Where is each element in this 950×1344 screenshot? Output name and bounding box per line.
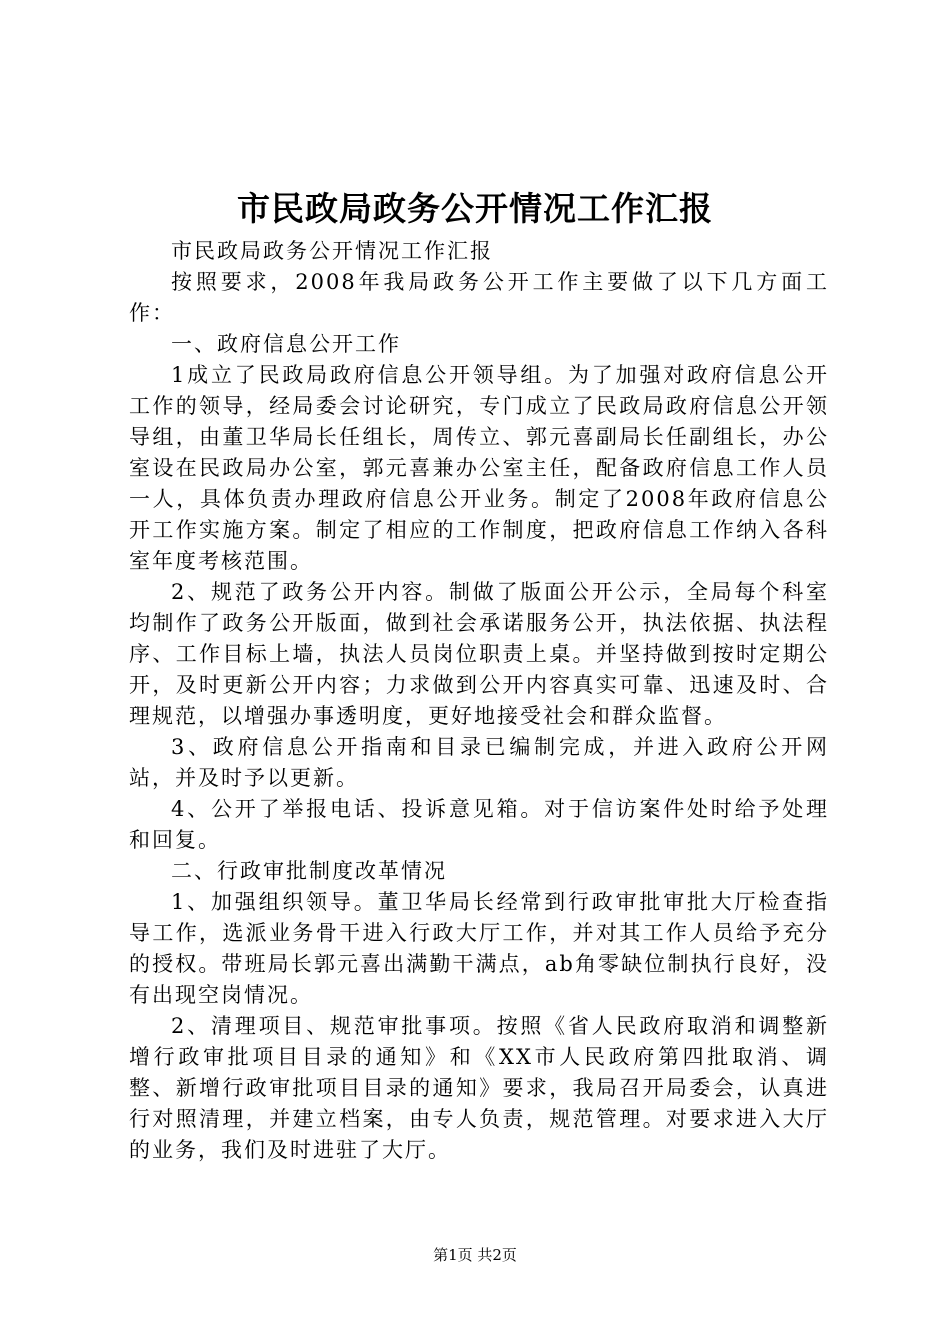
body-paragraph: 2、规范了政务公开内容。制做了版面公开公示，全局每个科室均制作了政务公开版面，做到社会承诺服务公开，执法依据、执法程序、工作目标上墙，执法人员岗位职责上桌。并坚持做到按时定期公开，及时更新公开内容；力求做到公开内容真实可靠、迅速及时、合理规范，以增强办事透明度，更好地接受社会和群众监督。 [129, 580, 829, 728]
body-paragraph: 3、政府信息公开指南和目录已编制完成，并进入政府公开网站，并及时予以更新。 [129, 735, 829, 790]
body-paragraph: 按照要求，2008年我局政务公开工作主要做了以下几方面工作： [129, 270, 829, 325]
body-paragraph: 1、加强组织领导。董卫华局长经常到行政审批审批大厅检查指导工作，选派业务骨干进入行政大厅工作，并对其工作人员给予充分的授权。带班局长郭元喜出满勤干满点，ab角零缺位制执行良好，没有出现空岗情况。 [129, 890, 829, 1007]
body-paragraph: 市民政局政务公开情况工作汇报 [171, 239, 493, 263]
body-paragraph: 4、公开了举报电话、投诉意见箱。对于信访案件处时给予处理和回复。 [129, 797, 829, 852]
body-paragraph: 1成立了民政局政府信息公开领导组。为了加强对政府信息公开工作的领导，经局委会讨论研究，专门成立了民政局政府信息公开领导组，由董卫华局长任组长，周传立、郭元喜副局长任副组长，办公室设在民政局办公室，郭元喜兼办公室主任，配备政府信息工作人员一人，具体负责办理政府信息公开业务。制定了2008年政府信息公开工作实施方案。制定了相应的工作制度，把政府信息工作纳入各科室年度考核范围。 [129, 363, 829, 573]
document-title: 市民政局政务公开情况工作汇报 [237, 189, 713, 228]
section-heading: 二、行政审批制度改革情况 [171, 859, 447, 883]
body-paragraph: 2、清理项目、规范审批事项。按照《省人民政府取消和调整新增行政审批项目目录的通知》和《XX市人民政府第四批取消、调整、新增行政审批项目目录的通知》要求，我局召开局委会，认真进行对照清理，并建立档案，由专人负责，规范管理。对要求进入大厅的业务，我们及时进驻了大厅。 [129, 1014, 829, 1162]
section-heading: 一、政府信息公开工作 [171, 332, 401, 356]
page-number-footer: 第1页 共2页 [433, 1246, 517, 1264]
document-body [129, 236, 829, 1166]
